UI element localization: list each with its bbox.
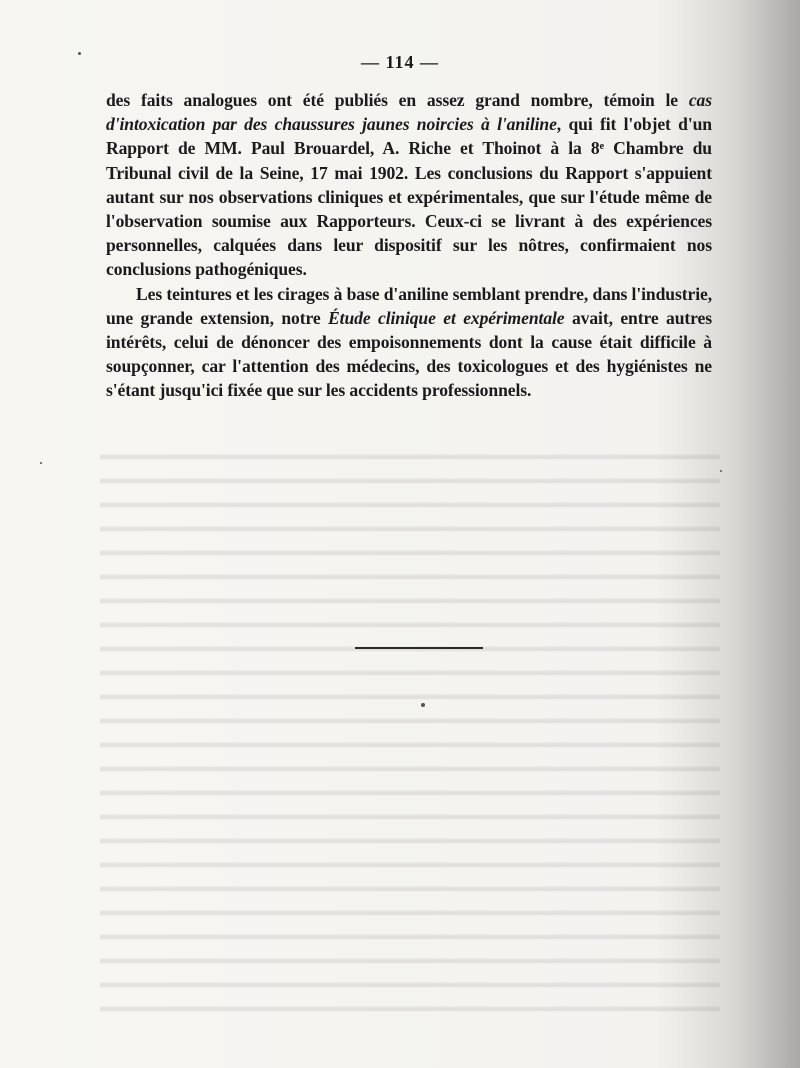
paragraph-1-segment: des faits analogues ont été publiés en assez grand nombre, témoin le <box>106 90 689 110</box>
section-divider-rule <box>355 647 483 649</box>
dust-speck <box>40 462 42 464</box>
dust-speck <box>421 703 425 707</box>
paragraph-1 <box>106 88 712 282</box>
paragraph-2-segment: avait, entre autres intérêts, celui de dénoncer des empoisonnements dont la cause était difficile à soupçonner, car l'attention des médecins, des toxicologues et des hygiénistes ne s'étant jusqu'ici fixée que sur les accidents professionnels. <box>106 307 713 401</box>
paragraph-2 <box>106 282 712 403</box>
paragraph-2-segment: Les teintures et les cirages à base d'aniline semblant prendre, dans l'industrie, une grande extension, notre <box>106 283 712 328</box>
dust-speck <box>720 470 722 472</box>
paragraph-1-segment: , qui fit l'objet d'un Rapport de MM. Paul Brouardel, A. Riche et Thoinot à la 8ᵉ Chambre du Tribunal civil de la Seine, 17 mai 1902. Les conclusions du Rapport s'appuient autant sur nos observations cliniques et expérimentales, que sur l'étude même de l'observation soumise aux Rapporteurs. Ceux-ci se livrant à des expériences personnelles, calquées dans leur dispositif sur les nôtres, confirmaient nos conclusions pathogéniques. <box>106 114 712 280</box>
body-text <box>106 88 712 403</box>
paragraph-1-italic-citation: cas d'intoxication par des chaussures jaunes noircies à l'aniline <box>106 90 712 135</box>
paragraph-2-italic-title: Étude clinique et expérimentale <box>328 307 565 328</box>
page-number: — 114 — <box>360 52 439 72</box>
dust-speck <box>78 52 81 55</box>
show-through-text <box>100 440 720 1020</box>
